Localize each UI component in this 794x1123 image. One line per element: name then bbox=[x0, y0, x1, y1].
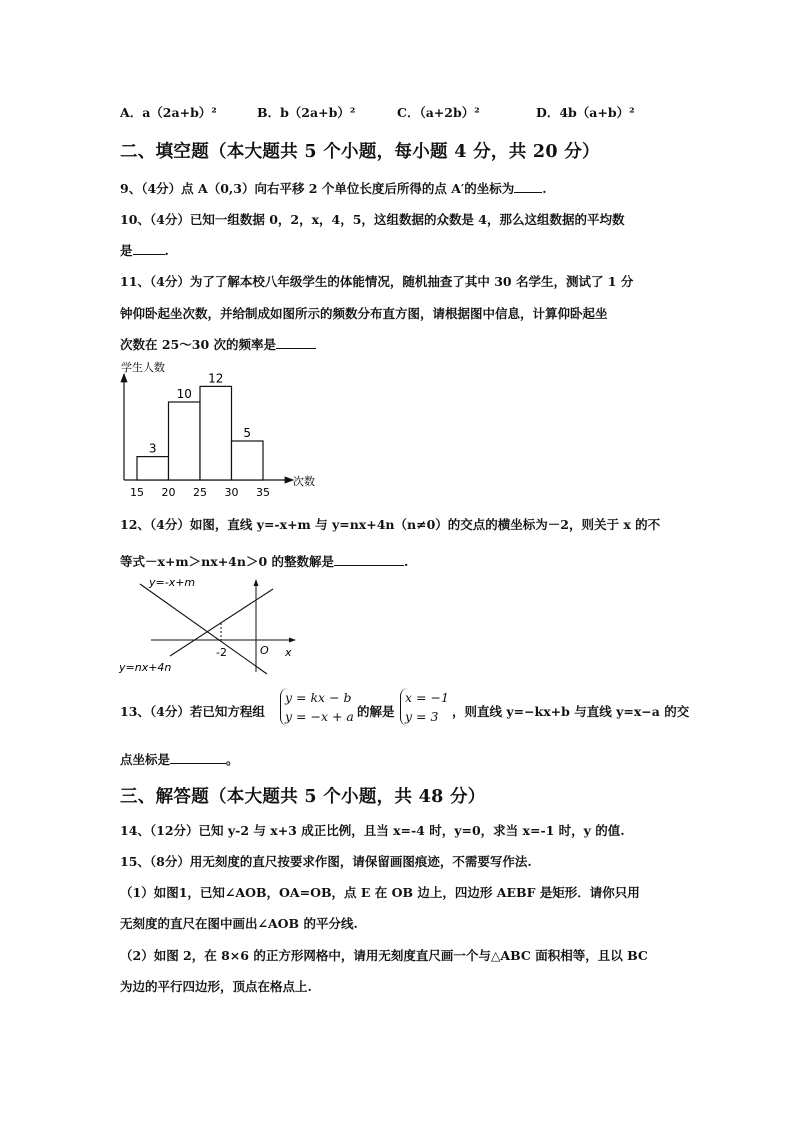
question-12-text: 等式－x+m＞nx+4n＞0 的整数解是 bbox=[120, 554, 335, 569]
question-11-line-2: 钟仰卧起坐次数，并给制成如图所示的频数分布直方图，请根据图中信息，计算仰卧起坐 bbox=[120, 306, 608, 321]
system-2-eq-2: y = 3 bbox=[405, 709, 439, 724]
system-1-eq-2: y = −x + a bbox=[285, 709, 354, 724]
label-line-2: y=nx+4n bbox=[119, 661, 172, 674]
question-10-text: 是 bbox=[120, 243, 133, 258]
equation-system-2 bbox=[400, 688, 449, 726]
origin-label: O bbox=[260, 644, 269, 657]
histogram-tick-label: 25 bbox=[193, 486, 207, 497]
answer-blank bbox=[276, 336, 316, 349]
question-13-prefix: 13、（4分）若已知方程组 bbox=[120, 704, 265, 719]
histogram-tick-label: 35 bbox=[256, 486, 270, 497]
histogram-chart bbox=[115, 357, 330, 497]
question-11-text: 次数在 25～30 次的频率是 bbox=[120, 337, 276, 352]
histogram-bar bbox=[200, 386, 232, 480]
question-15-line-4: （2）如图 2，在 8×6 的正方形网格中，请用无刻度直尺画一个与△ABC 面积相等，且以 BC bbox=[120, 948, 648, 963]
choice-c: C．（a+2b）² bbox=[397, 105, 480, 120]
question-13-text: 点坐标是 bbox=[120, 752, 171, 767]
question-15-line-2: （1）如图1，已知∠AOB，OA=OB，点 E 在 OB 边上，四边形 AEBF 是矩形．请你只用 bbox=[120, 885, 640, 900]
histogram-bar bbox=[232, 441, 264, 480]
question-10-line-1: 10、（4分）已知一组数据 0，2，x，4，5，这组数据的众数是 4，那么这组数据的平均数 bbox=[120, 212, 625, 227]
histogram-bar-label: 12 bbox=[208, 371, 224, 386]
histogram-x-label: 次数 bbox=[293, 475, 315, 488]
question-12-tail: . bbox=[404, 554, 409, 569]
histogram-tick-label: 30 bbox=[224, 486, 239, 497]
question-12-line-2 bbox=[120, 552, 408, 570]
question-12-line-1: 12、（4分）如图，直线 y=-x+m 与 y=nx+4n（n≠0）的交点的横坐标为－2，则关于 x 的不 bbox=[120, 517, 661, 532]
choice-options bbox=[120, 103, 740, 125]
histogram-bar-label: 3 bbox=[148, 441, 157, 456]
choice-b: B．b（2a+b）² bbox=[257, 105, 356, 120]
line-intersection-graph bbox=[115, 572, 305, 675]
histogram-bar-label: 5 bbox=[243, 426, 252, 440]
question-13-middle: 的解是 bbox=[357, 704, 395, 719]
question-10-tail: . bbox=[164, 243, 169, 258]
question-13-line-2 bbox=[120, 750, 239, 768]
answer-blank bbox=[334, 553, 404, 566]
answer-blank bbox=[133, 242, 165, 255]
choice-a: A．a（2a+b）² bbox=[120, 105, 217, 120]
tick-label-neg-2: -2 bbox=[216, 646, 227, 659]
histogram-y-label: 学生人数 bbox=[121, 361, 165, 374]
histogram-bar-label: 10 bbox=[176, 387, 192, 401]
question-13-suffix: ，则直线 y=−kx+b 与直线 y=x−a 的交 bbox=[452, 704, 690, 719]
section-3-title: 三、解答题（本大题共 5 个小题，共 48 分） bbox=[120, 787, 486, 807]
histogram-tick-label: 15 bbox=[130, 486, 144, 497]
label-line-1: y=-x+m bbox=[149, 576, 196, 589]
question-10-line-2 bbox=[120, 241, 169, 259]
question-9-text: 9、（4分）点 A（0,3）向右平移 2 个单位长度后所得的点 A′的坐标为 bbox=[120, 181, 515, 196]
question-9-tail: . bbox=[542, 181, 547, 196]
choice-d: D．4b（a+b）² bbox=[536, 105, 635, 120]
histogram-bar bbox=[169, 402, 201, 480]
question-13-tail: 。 bbox=[226, 752, 239, 767]
question-11-line-3 bbox=[120, 335, 316, 353]
histogram-tick-label: 20 bbox=[161, 486, 176, 497]
question-9 bbox=[120, 179, 547, 197]
x-axis-label: x bbox=[285, 646, 292, 659]
histogram-bar bbox=[137, 457, 169, 480]
equation-system-1 bbox=[280, 688, 354, 726]
question-11-line-1: 11、（4分）为了了解本校八年级学生的体能情况，随机抽查了其中 30 名学生，测试了 1 分 bbox=[120, 274, 634, 289]
question-15-line-1: 15、（8分）用无刻度的直尺按要求作图，请保留画图痕迹，不需要写作法. bbox=[120, 854, 532, 869]
system-1-eq-1: y = kx − b bbox=[285, 690, 352, 705]
question-15-line-5: 为边的平行四边形，顶点在格点上. bbox=[120, 979, 312, 994]
answer-blank bbox=[514, 180, 542, 193]
question-15-line-3: 无刻度的直尺在图中画出∠AOB 的平分线. bbox=[120, 916, 358, 931]
answer-blank bbox=[170, 751, 226, 764]
system-2-eq-1: x = −1 bbox=[405, 690, 449, 705]
section-2-title: 二、填空题（本大题共 5 个小题，每小题 4 分，共 20 分） bbox=[120, 142, 600, 162]
question-14: 14、（12分）已知 y-2 与 x+3 成正比例，且当 x=-4 时，y=0，求当 x=-1 时，y 的值. bbox=[120, 823, 625, 838]
